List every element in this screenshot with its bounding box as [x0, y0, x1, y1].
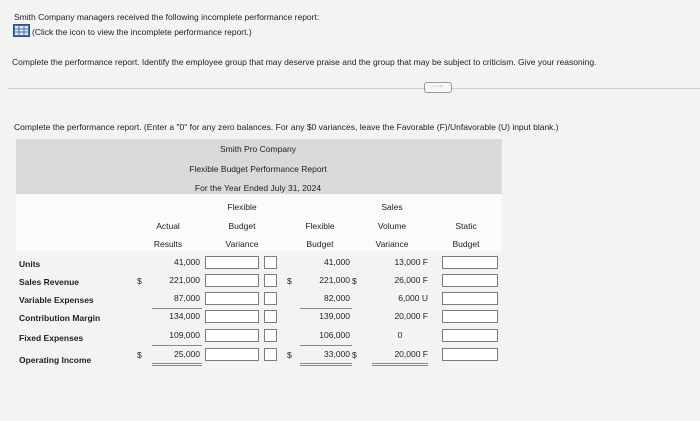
- static-varexp-input[interactable]: [442, 292, 498, 305]
- static-oi-input[interactable]: [442, 348, 498, 361]
- flex-variance-units-fu[interactable]: [264, 256, 277, 269]
- row-label-contribution-margin: Contribution Margin: [19, 313, 101, 323]
- dollar-sign: $: [287, 276, 292, 286]
- col-static-line2: Budget: [452, 239, 480, 249]
- dollar-sign: $: [137, 350, 142, 360]
- flex-variance-oi-fu[interactable]: [264, 348, 277, 361]
- col-flexbudget-line2: Budget: [306, 239, 334, 249]
- static-fixexp-input[interactable]: [442, 329, 498, 342]
- flex-budget-variable-expenses: 82,000: [324, 293, 350, 303]
- col-salesvol-line3: Variance: [375, 239, 409, 249]
- subtotal-line: [300, 308, 352, 309]
- flex-variance-sales-fu[interactable]: [264, 274, 277, 287]
- flex-variance-fixexp-input[interactable]: [205, 329, 259, 342]
- table-icon[interactable]: [13, 24, 30, 37]
- sales-volume-contribution-margin: 20,000 F: [394, 311, 428, 321]
- col-actual-line2: Results: [153, 239, 183, 249]
- intro-text: Smith Company managers received the following incomplete performance report:: [14, 12, 320, 22]
- static-cm-input[interactable]: [442, 310, 498, 323]
- more-button[interactable]: ·····: [424, 82, 452, 93]
- company-name: Smith Pro Company: [219, 144, 297, 154]
- actual-variable-expenses: 87,000: [174, 293, 200, 303]
- actual-sales-revenue: 221,000: [169, 275, 200, 285]
- dollar-sign: $: [352, 276, 357, 286]
- flex-variance-sales-input[interactable]: [205, 274, 259, 287]
- report-period: For the Year Ended July 31, 2024: [194, 183, 322, 193]
- subtotal-line: [152, 345, 202, 346]
- dollar-sign: $: [352, 350, 357, 360]
- col-salesvol-line1: Sales: [381, 202, 403, 212]
- flex-variance-varexp-input[interactable]: [205, 292, 259, 305]
- row-label-sales-revenue: Sales Revenue: [19, 277, 80, 287]
- row-label-units: Units: [19, 259, 41, 269]
- total-double-line: [372, 363, 428, 366]
- row-label-operating-income: Operating Income: [19, 355, 92, 365]
- col-flexbudget-line1: Flexible: [305, 221, 335, 231]
- flex-variance-units-input[interactable]: [205, 256, 259, 269]
- sales-volume-units: 13,000 F: [394, 257, 428, 267]
- col-flexvar-line2: Budget: [228, 221, 256, 231]
- sales-volume-operating-income: 20,000 F: [394, 349, 428, 359]
- flex-budget-contribution-margin: 139,000: [319, 311, 350, 321]
- flex-variance-cm-fu[interactable]: [264, 310, 277, 323]
- col-flexvar-line3: Variance: [225, 239, 259, 249]
- instruction-text: Complete the performance report. (Enter a "0" for any zero balances. For any $0 variances, leave the Favorable (F)/Unfavorable (U) input blank.): [14, 122, 559, 132]
- flex-variance-cm-input[interactable]: [205, 310, 259, 323]
- col-actual-line1: Actual: [156, 221, 180, 231]
- col-salesvol-line2: Volume: [377, 221, 407, 231]
- flex-budget-operating-income: 33,000: [324, 349, 350, 359]
- static-units-input[interactable]: [442, 256, 498, 269]
- dollar-sign: $: [287, 350, 292, 360]
- col-static-line1: Static: [455, 221, 477, 231]
- col-flexvar-line1: Flexible: [227, 202, 257, 212]
- actual-contribution-margin: 134,000: [169, 311, 200, 321]
- row-label-variable-expenses: Variable Expenses: [19, 295, 94, 305]
- actual-operating-income: 25,000: [174, 349, 200, 359]
- total-double-line: [152, 363, 202, 366]
- flex-variance-fixexp-fu[interactable]: [264, 329, 277, 342]
- dollar-sign: $: [137, 276, 142, 286]
- static-sales-input[interactable]: [442, 274, 498, 287]
- report-title: Flexible Budget Performance Report: [189, 164, 327, 174]
- flex-variance-varexp-fu[interactable]: [264, 292, 277, 305]
- actual-fixed-expenses: 109,000: [169, 330, 200, 340]
- question-text: Complete the performance report. Identify the employee group that may deserve praise and the group that may be subject to criticism. Give your reasoning.: [12, 57, 597, 67]
- flex-budget-sales-revenue: 221,000: [319, 275, 350, 285]
- row-label-fixed-expenses: Fixed Expenses: [19, 333, 84, 343]
- flex-budget-units: 41,000: [324, 257, 350, 267]
- subtotal-line: [152, 308, 202, 309]
- sales-volume-sales-revenue: 26,000 F: [394, 275, 428, 285]
- view-report-link[interactable]: (Click the icon to view the incomplete performance report.): [32, 27, 252, 37]
- sales-volume-fixed-expenses: 0: [397, 330, 403, 340]
- subtotal-line: [300, 345, 352, 346]
- actual-units: 41,000: [174, 257, 200, 267]
- flex-budget-fixed-expenses: 106,000: [319, 330, 350, 340]
- total-double-line: [300, 363, 352, 366]
- sales-volume-variable-expenses: 6,000 U: [398, 293, 428, 303]
- flex-variance-oi-input[interactable]: [205, 348, 259, 361]
- divider: [8, 88, 700, 89]
